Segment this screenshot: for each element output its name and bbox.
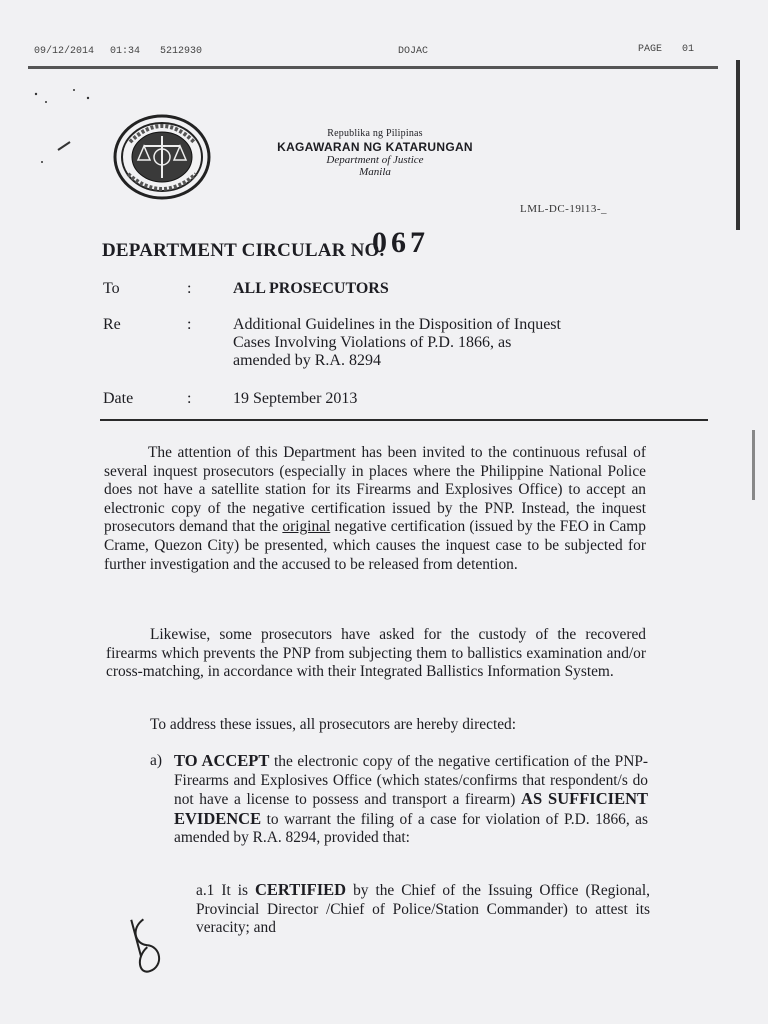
fax-date: 09/12/2014 [34,46,95,57]
scan-edge-mark [736,60,740,230]
re-value: Additional Guidelines in the Disposition of Inquest Cases Involving Violations of P.D. 1866, as amended by R.A. 8294 [233,316,561,369]
directive-a-label: a) [150,752,162,769]
reference-code: LML-DC-19l13-_ [520,203,608,215]
directive-a1-label: a.1 It is [196,882,255,899]
directive-a [150,752,648,848]
letterhead-department-english: Department of Justice [326,154,424,166]
directive-a-text-2: to warrant the filing of a case for violation of P.D. 1866, as amended by R.A. 8294, provided that: [174,810,648,847]
paragraph-2-text: Likewise, some prosecutors have asked for the custody of the recovered firearms which prevents the PNP from subjecting them to ballistics examination and/or cross-matching, in accordance with their Integrated Ballistics Information System. [106,626,646,681]
paragraph-3 [150,716,650,735]
page-label: PAGE [638,44,663,55]
header-divider [100,419,708,421]
directive-a1 [196,881,650,938]
date-colon: : [187,390,192,407]
directive-a1-bold: CERTIFIED [254,880,347,899]
circular-number: 067 [372,226,429,259]
date-label: Date [103,390,134,407]
to-value: ALL PROSECUTORS [233,280,389,297]
paragraph-3-text: To address these issues, all prosecutors are hereby directed: [150,716,517,733]
to-label: To [103,280,120,297]
scan-specks [30,84,100,174]
directive-a-bold-1: TO ACCEPT [174,751,270,770]
fax-number: 5212930 [160,46,203,57]
letterhead-city: Manila [359,166,391,178]
fax-header-rule [28,66,718,69]
handwritten-scribble-icon [121,912,173,979]
fax-time: 01:34 [110,46,141,57]
directive-a-text-1: the electronic copy of the negative certification of the PNP-Firearms and Explosives Office (which states/confirms that respondent/s do not have a license to possess and transport a firearm) [174,753,649,809]
re-colon: : [187,316,192,333]
paragraph-1 [104,444,646,574]
scan-edge-mark-lower [752,430,755,500]
to-colon: : [187,280,192,297]
page-number: 01 [682,44,695,55]
letterhead-department-tagalog: KAGAWARAN NG KATARUNGAN [277,140,473,154]
date-value: 19 September 2013 [233,390,358,407]
fax-page-indicator [638,44,694,55]
paragraph-1-part-a: The attention of this Department has been invited to the continuous refusal of several inquest prosecutors (especially in places where the Philippine National Police does not have a satellite station for its Firearms and Explosives Office) to accept an electronic copy of the negative certification issued by the PNP. Instead, the inquest prosecutors demand that the [104,444,646,536]
paragraph-1-underlined: original [282,518,331,536]
directive-a1-text: by the Chief of the Issuing Office (Regional, Provincial Director /Chief of Police/Station Commander) to attest its veracity; and [196,882,650,937]
seal-emblem-icon [110,112,214,202]
letterhead [255,128,495,178]
fax-sender: DOJAC [398,46,429,57]
circular-title: DEPARTMENT CIRCULAR NO. [102,240,385,261]
handwritten-mark [121,912,175,990]
paragraph-2 [106,626,646,682]
paragraph-1-part-b: negative certification (issued by the FEO in Camp Crame, Quezon City) be presented, which causes the inquest case to be subjected for further investigation and the accused to be released from detention. [104,518,646,573]
directive-a-bold-2: AS SUFFICIENT EVIDENCE [174,789,648,828]
letterhead-republic: Republika ng Pilipinas [327,128,423,139]
department-seal [110,112,214,207]
re-label: Re [103,316,121,333]
